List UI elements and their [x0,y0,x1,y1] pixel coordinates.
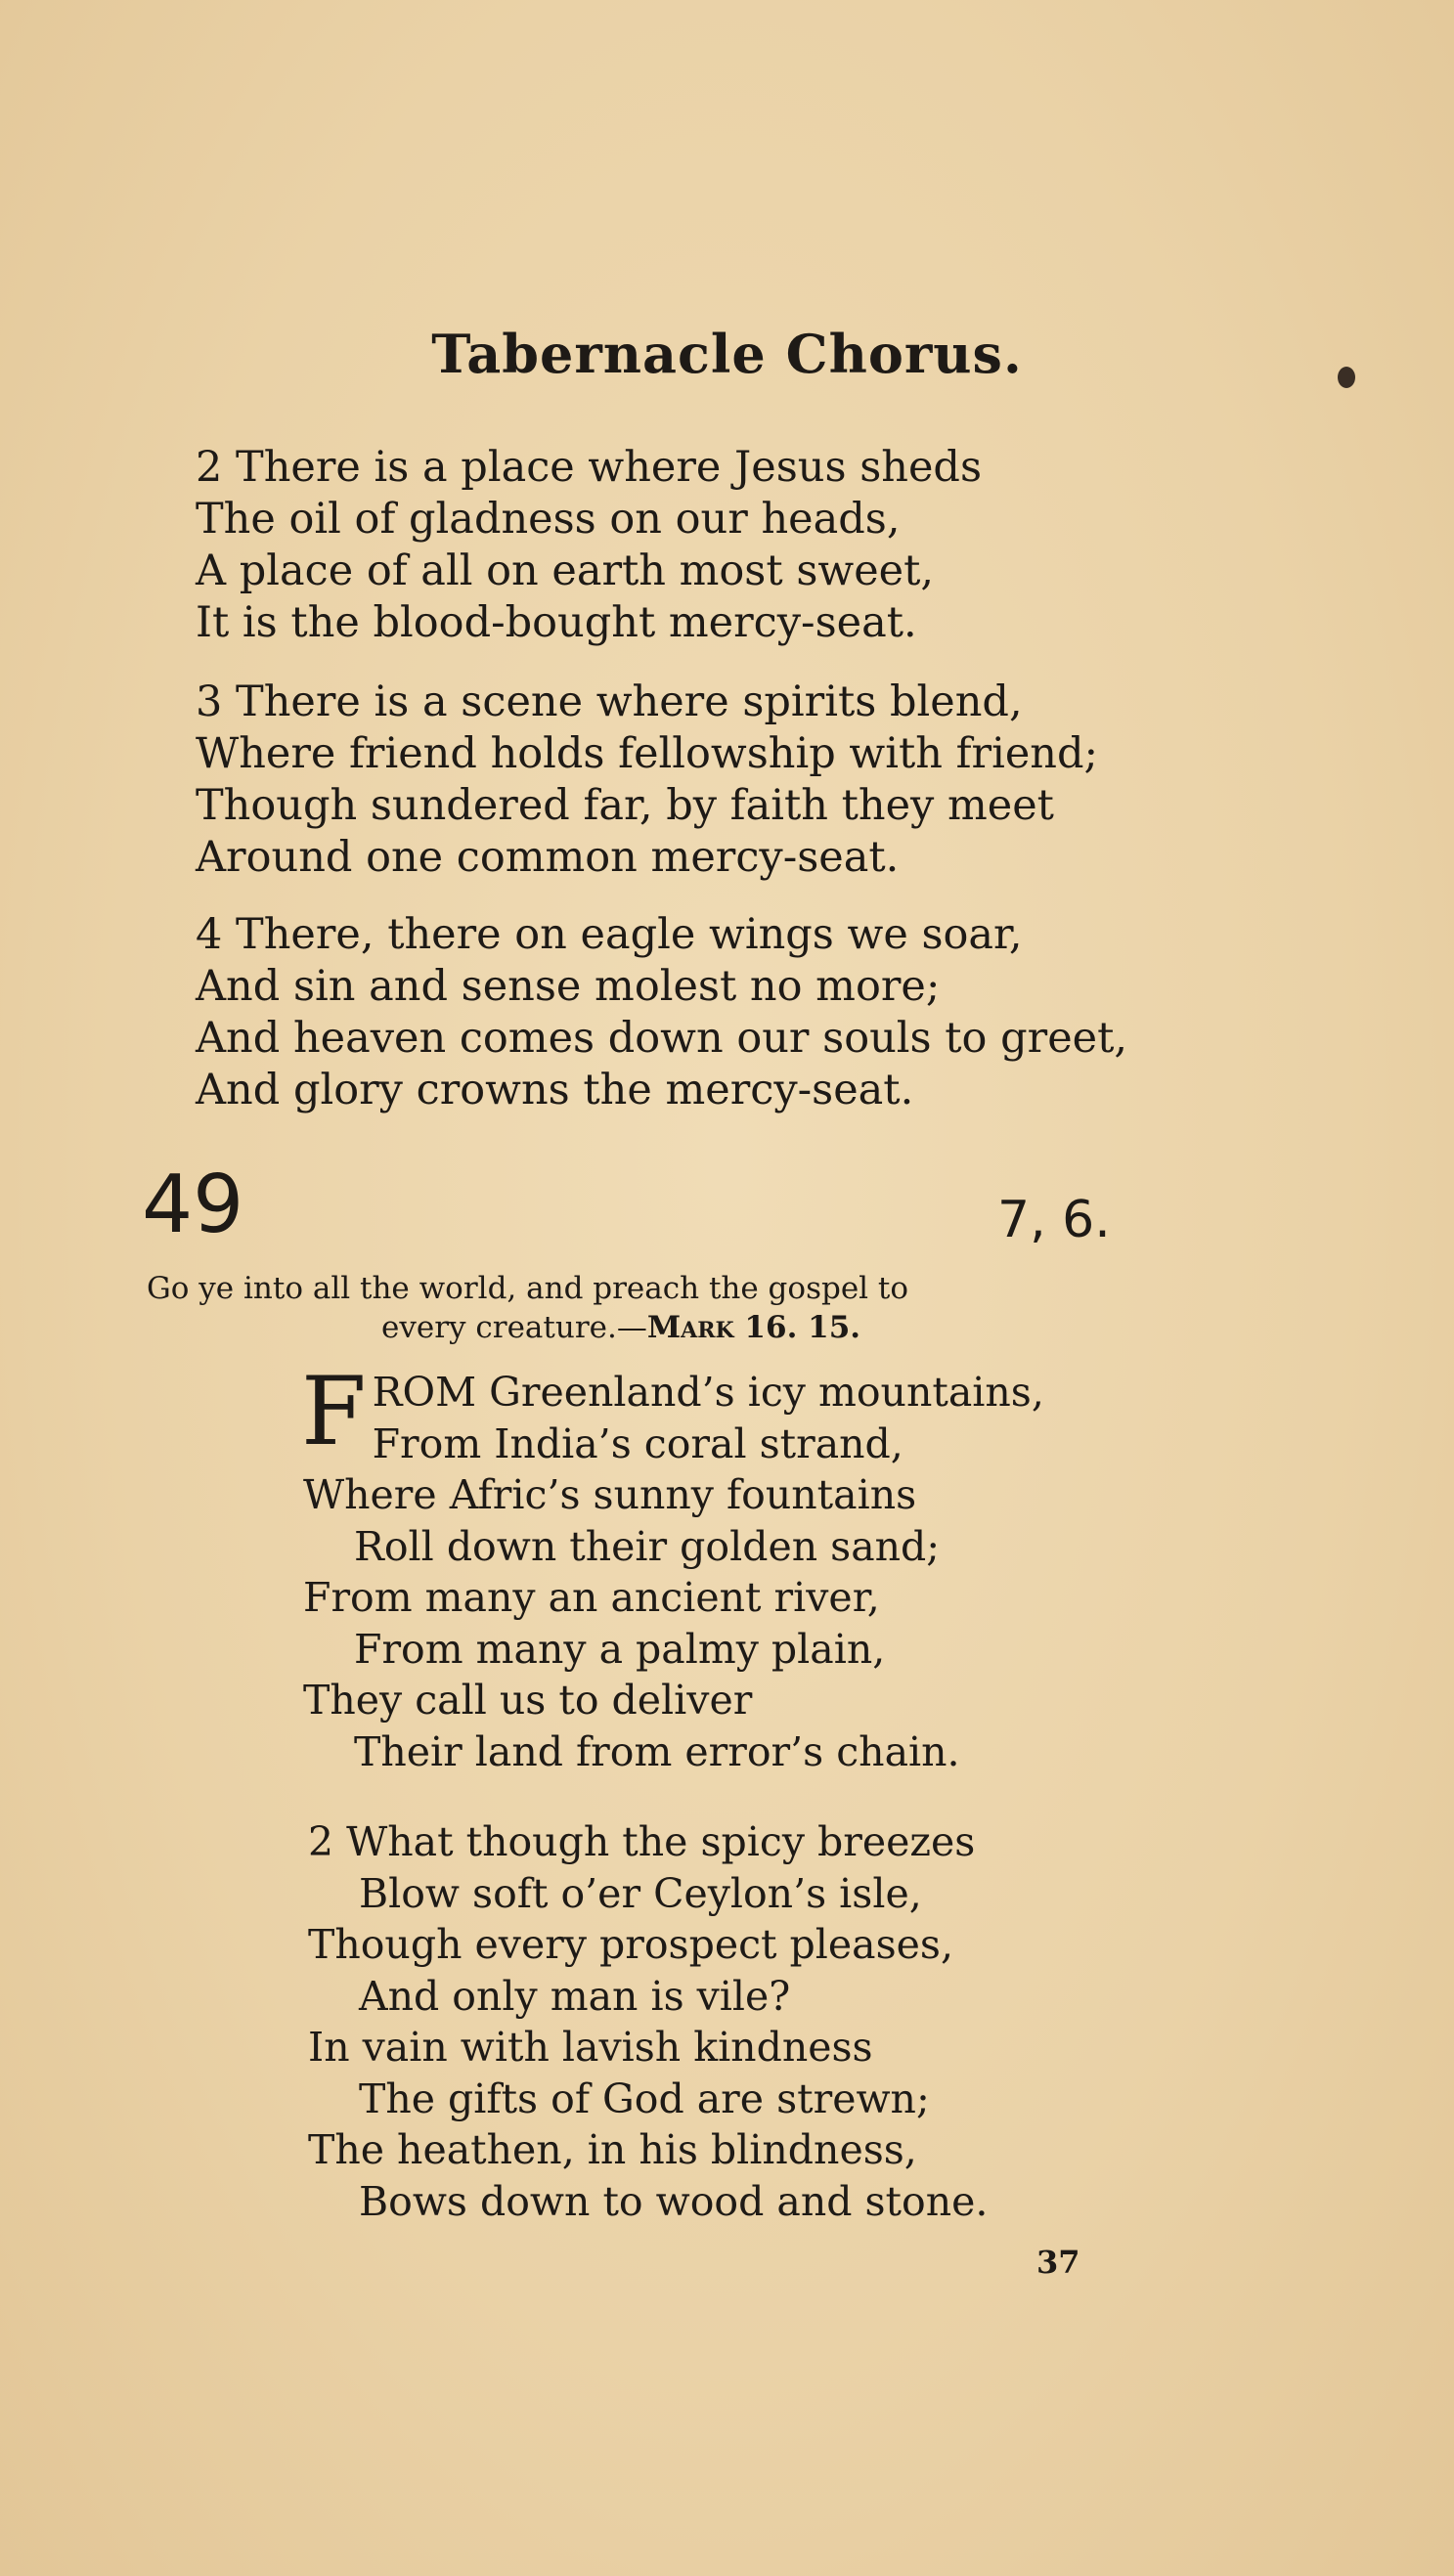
verse-line: The oil of gladness on our heads, [196,495,901,544]
verse-line: And only man is vile? [359,1972,791,2020]
hymn-stanza-1 [301,1357,1044,1777]
verse-line: Though every prospect pleases, [308,1921,954,1968]
scripture-epigraph [147,1269,1203,1347]
verse-line: And sin and sense molest no more; [196,962,941,1011]
verse-line: In vain with lavish kindness [308,2024,873,2071]
epigraph-line [147,1308,1203,1347]
verse-line: 4 There, there on eagle wings we soar, [196,910,1023,959]
hymn-meter: 7, 6. [997,1191,1111,1249]
verse-line: 3 There is a scene where spirits blend, [196,677,1023,726]
verse-line: And heaven comes down our souls to greet, [196,1014,1128,1063]
page-title: Tabernacle Chorus. [431,323,1023,385]
verse-line: Around one common mercy-seat. [196,833,900,882]
epigraph-text: every creature.— [381,1310,647,1345]
verse-line: From India’s coral strand, [372,1419,903,1467]
drop-cap: F [301,1357,367,1466]
verse-line: It is the blood-bought mercy-seat. [196,598,917,647]
page-number: 37 [1036,2244,1080,2281]
verse-line: A place of all on earth most sweet, [196,546,935,595]
verse-line: From many an ancient river, [303,1574,880,1621]
prev-stanza-3 [196,677,1098,884]
verse-line: Roll down their golden sand; [354,1522,941,1570]
epigraph-line: Go ye into all the world, and preach the gospel to [147,1271,909,1306]
verse-line: Where friend holds fellowship with friend; [196,729,1099,778]
verse-line: They call us to deliver [303,1677,753,1724]
verse-line: Blow soft o’er Ceylon’s isle, [359,1869,922,1917]
verse-line: 2 What though the spicy breezes [308,1818,976,1865]
verse-line: 2 There is a place where Jesus sheds [196,443,983,492]
verse-line: Though sundered far, by faith they meet [196,781,1054,830]
hymn-stanza-2 [308,1816,988,2227]
hymn-number: 49 [142,1158,244,1251]
verse-line: ROM Greenland’s icy mountains, [372,1369,1044,1416]
verse-line: The gifts of God are strewn; [359,2074,930,2122]
ink-spot [1338,367,1355,388]
scripture-reference: Mark 16. 15. [646,1310,861,1345]
verse-line: Where Afric’s sunny fountains [303,1471,917,1518]
verse-line: From many a palmy plain, [354,1625,886,1673]
verse-line: Bows down to wood and stone. [359,2177,989,2225]
verse-line: The heathen, in his blindness, [308,2126,917,2173]
verse-line: Their land from error’s chain. [354,1727,960,1775]
verse-line: And glory crowns the mercy-seat. [196,1066,914,1114]
prev-stanza-2 [196,442,982,649]
prev-stanza-4 [196,909,1127,1116]
